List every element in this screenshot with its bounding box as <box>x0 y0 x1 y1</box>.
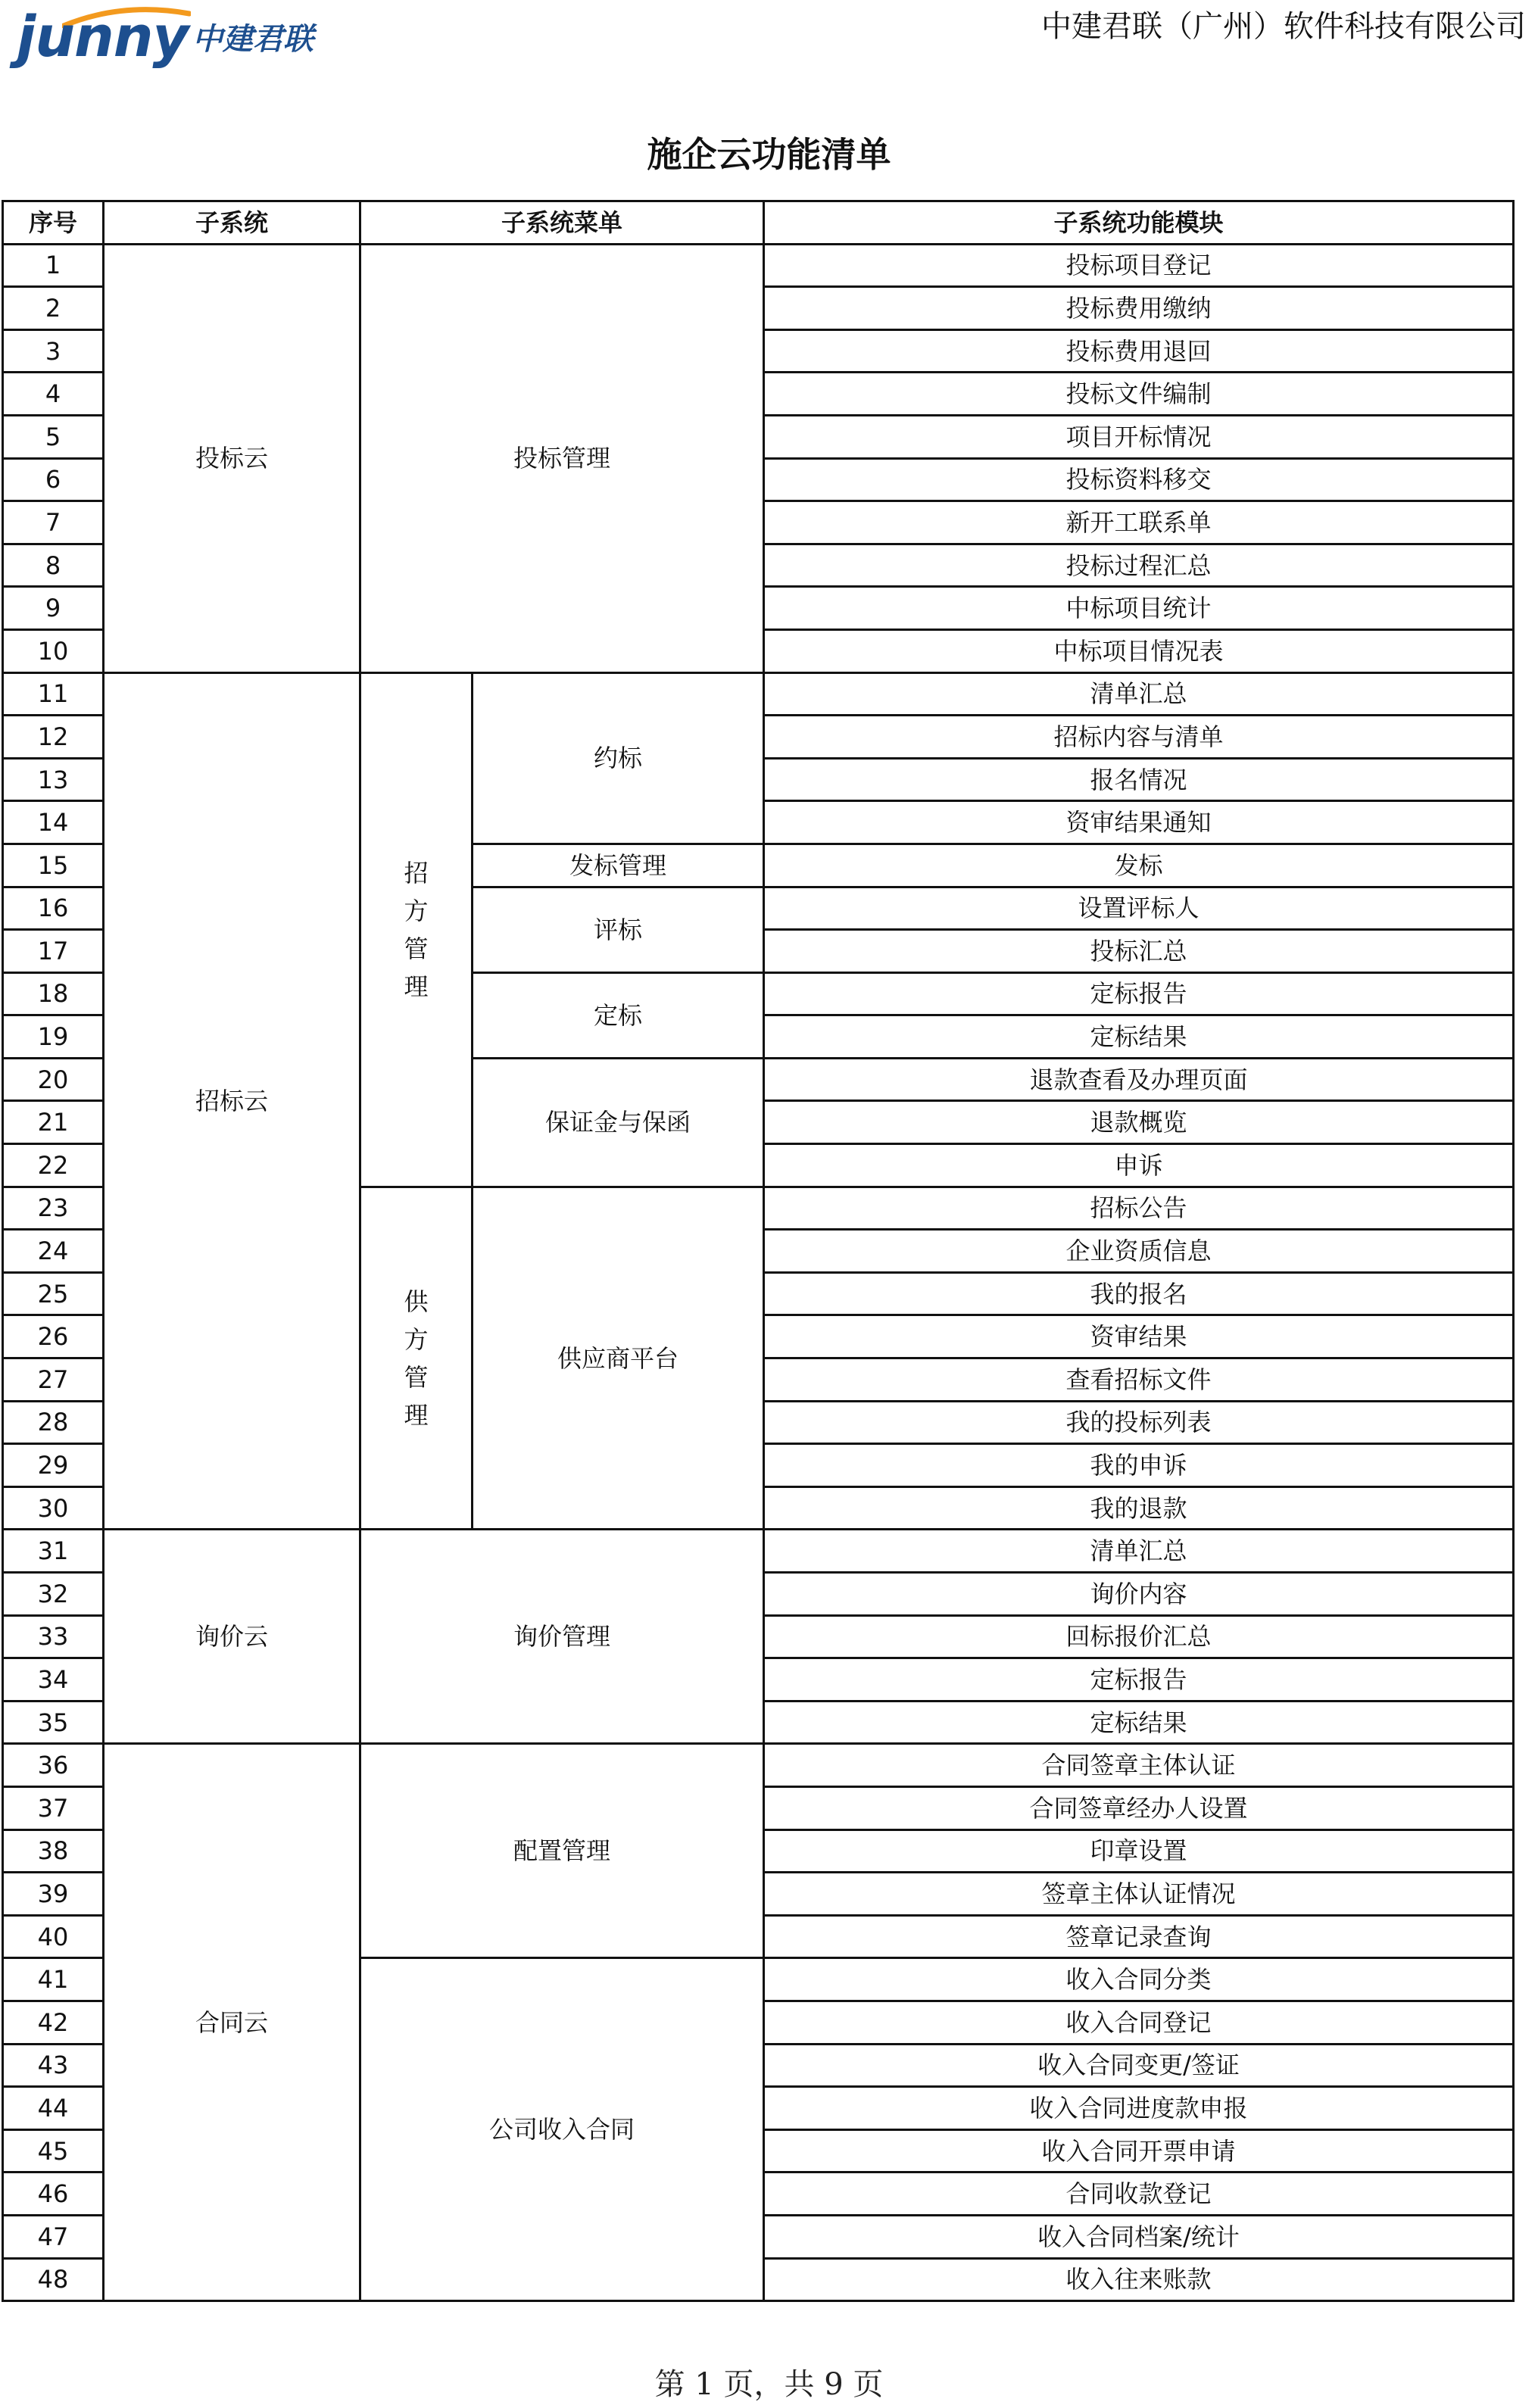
subsystem-cell: 投标云 <box>104 244 360 672</box>
row-index: 30 <box>3 1486 104 1530</box>
submenu-cell: 评标 <box>473 887 764 972</box>
module-cell: 回标报价汇总 <box>764 1615 1514 1658</box>
submenu-cell: 供应商平台 <box>473 1187 764 1530</box>
module-cell: 合同收款登记 <box>764 2173 1514 2216</box>
module-cell: 投标项目登记 <box>764 244 1514 287</box>
vertical-char: 理 <box>404 972 429 1001</box>
row-index: 16 <box>3 887 104 930</box>
module-cell: 投标文件编制 <box>764 373 1514 416</box>
row-index: 41 <box>3 1958 104 2001</box>
row-index: 48 <box>3 2258 104 2301</box>
module-cell: 收入合同档案/统计 <box>764 2215 1514 2258</box>
table-body <box>3 244 1514 2301</box>
row-index: 10 <box>3 629 104 672</box>
vertical-char: 管 <box>404 934 429 963</box>
row-index: 1 <box>3 244 104 287</box>
row-index: 42 <box>3 2001 104 2044</box>
module-cell: 投标费用退回 <box>764 329 1514 373</box>
submenu-cell: 保证金与保函 <box>473 1058 764 1187</box>
table-header-row <box>3 201 1514 245</box>
row-index: 21 <box>3 1101 104 1144</box>
row-index: 22 <box>3 1144 104 1187</box>
module-cell: 投标过程汇总 <box>764 544 1514 587</box>
row-index: 24 <box>3 1230 104 1273</box>
vertical-char: 方 <box>404 896 429 925</box>
row-index: 19 <box>3 1015 104 1059</box>
menu-cell: 公司收入合同 <box>360 1958 764 2301</box>
function-list-table <box>2 200 1515 2302</box>
module-cell: 合同签章经办人设置 <box>764 1786 1514 1829</box>
row-index: 8 <box>3 544 104 587</box>
row-index: 23 <box>3 1187 104 1230</box>
header-subsystem-menu: 子系统菜单 <box>360 201 764 245</box>
company-logo <box>17 5 335 70</box>
row-index: 6 <box>3 458 104 501</box>
module-cell: 收入合同分类 <box>764 1958 1514 2001</box>
module-cell: 合同签章主体认证 <box>764 1744 1514 1787</box>
module-cell: 签章主体认证情况 <box>764 1873 1514 1916</box>
module-cell: 退款概览 <box>764 1101 1514 1144</box>
module-cell: 投标汇总 <box>764 930 1514 973</box>
row-index: 7 <box>3 501 104 544</box>
row-index: 17 <box>3 930 104 973</box>
row-index: 14 <box>3 801 104 844</box>
module-cell: 退款查看及办理页面 <box>764 1058 1514 1101</box>
table-row <box>3 672 1514 716</box>
row-index: 45 <box>3 2129 104 2173</box>
table-row <box>3 244 1514 287</box>
subsystem-cell: 招标云 <box>104 672 360 1530</box>
module-cell: 资审结果 <box>764 1315 1514 1358</box>
module-cell: 查看招标文件 <box>764 1358 1514 1402</box>
vertical-char: 招 <box>404 858 429 887</box>
module-cell: 资审结果通知 <box>764 801 1514 844</box>
module-cell: 收入合同变更/签证 <box>764 2044 1514 2087</box>
row-index: 40 <box>3 1915 104 1958</box>
module-cell: 定标报告 <box>764 1658 1514 1702</box>
row-index: 38 <box>3 1829 104 1873</box>
row-index: 4 <box>3 373 104 416</box>
subsystem-cell: 合同云 <box>104 1744 360 2301</box>
row-index: 44 <box>3 2087 104 2130</box>
module-cell: 收入往来账款 <box>764 2258 1514 2301</box>
row-index: 28 <box>3 1401 104 1444</box>
row-index: 12 <box>3 716 104 759</box>
module-cell: 申诉 <box>764 1144 1514 1187</box>
vertical-char: 供 <box>404 1287 429 1316</box>
row-index: 9 <box>3 587 104 630</box>
module-cell: 印章设置 <box>764 1829 1514 1873</box>
submenu-cell: 定标 <box>473 972 764 1058</box>
module-cell: 收入合同开票申请 <box>764 2129 1514 2173</box>
row-index: 11 <box>3 672 104 716</box>
row-index: 46 <box>3 2173 104 2216</box>
module-cell: 投标费用缴纳 <box>764 287 1514 330</box>
subsystem-cell: 询价云 <box>104 1530 360 1744</box>
row-index: 39 <box>3 1873 104 1916</box>
module-cell: 企业资质信息 <box>764 1230 1514 1273</box>
module-cell: 报名情况 <box>764 758 1514 801</box>
row-index: 13 <box>3 758 104 801</box>
logo-word: junny <box>17 5 189 70</box>
module-cell: 定标报告 <box>764 972 1514 1015</box>
header-index: 序号 <box>3 201 104 245</box>
module-cell: 投标资料移交 <box>764 458 1514 501</box>
module-cell: 签章记录查询 <box>764 1915 1514 1958</box>
row-index: 36 <box>3 1744 104 1787</box>
row-index: 37 <box>3 1786 104 1829</box>
submenu-cell: 发标管理 <box>473 844 764 887</box>
row-index: 25 <box>3 1272 104 1315</box>
row-index: 33 <box>3 1615 104 1658</box>
page-footer: 第 1 页，共 9 页 <box>654 2367 884 2402</box>
menu-cell: 投标管理 <box>360 244 764 672</box>
header-function-module: 子系统功能模块 <box>764 201 1514 245</box>
vertical-char: 管 <box>404 1362 429 1392</box>
row-index: 31 <box>3 1530 104 1573</box>
module-cell: 我的投标列表 <box>764 1401 1514 1444</box>
row-index: 35 <box>3 1701 104 1744</box>
row-index: 27 <box>3 1358 104 1402</box>
module-cell: 我的报名 <box>764 1272 1514 1315</box>
menu-group-cell <box>360 672 473 1187</box>
row-index: 3 <box>3 329 104 373</box>
module-cell: 招标内容与清单 <box>764 716 1514 759</box>
module-cell: 清单汇总 <box>764 672 1514 716</box>
page-header <box>0 0 1538 76</box>
row-index: 2 <box>3 287 104 330</box>
module-cell: 设置评标人 <box>764 887 1514 930</box>
row-index: 26 <box>3 1315 104 1358</box>
row-index: 20 <box>3 1058 104 1101</box>
module-cell: 询价内容 <box>764 1573 1514 1616</box>
module-cell: 收入合同登记 <box>764 2001 1514 2044</box>
table-row <box>3 1744 1514 1787</box>
row-index: 47 <box>3 2215 104 2258</box>
module-cell: 中标项目情况表 <box>764 629 1514 672</box>
submenu-cell: 约标 <box>473 672 764 844</box>
module-cell: 我的申诉 <box>764 1444 1514 1487</box>
module-cell: 新开工联系单 <box>764 501 1514 544</box>
company-name: 中建君联（广州）软件科技有限公司 <box>1041 9 1526 44</box>
module-cell: 中标项目统计 <box>764 587 1514 630</box>
module-cell: 清单汇总 <box>764 1530 1514 1573</box>
row-index: 43 <box>3 2044 104 2087</box>
table-row <box>3 1530 1514 1573</box>
menu-cell: 配置管理 <box>360 1744 764 1958</box>
vertical-char: 方 <box>404 1324 429 1354</box>
module-cell: 发标 <box>764 844 1514 887</box>
row-index: 32 <box>3 1573 104 1616</box>
module-cell: 我的退款 <box>764 1486 1514 1530</box>
row-index: 18 <box>3 972 104 1015</box>
module-cell: 项目开标情况 <box>764 415 1514 458</box>
header-subsystem: 子系统 <box>104 201 360 245</box>
module-cell: 定标结果 <box>764 1701 1514 1744</box>
module-cell: 招标公告 <box>764 1187 1514 1230</box>
menu-cell: 询价管理 <box>360 1530 764 1744</box>
row-index: 5 <box>3 415 104 458</box>
row-index: 34 <box>3 1658 104 1702</box>
logo-chinese-name: 中建君联 <box>192 22 314 57</box>
page-title: 施企云功能清单 <box>647 134 891 175</box>
row-index: 29 <box>3 1444 104 1487</box>
menu-group-cell <box>360 1187 473 1530</box>
row-index: 15 <box>3 844 104 887</box>
module-cell: 定标结果 <box>764 1015 1514 1059</box>
vertical-char: 理 <box>404 1400 429 1430</box>
module-cell: 收入合同进度款申报 <box>764 2087 1514 2130</box>
